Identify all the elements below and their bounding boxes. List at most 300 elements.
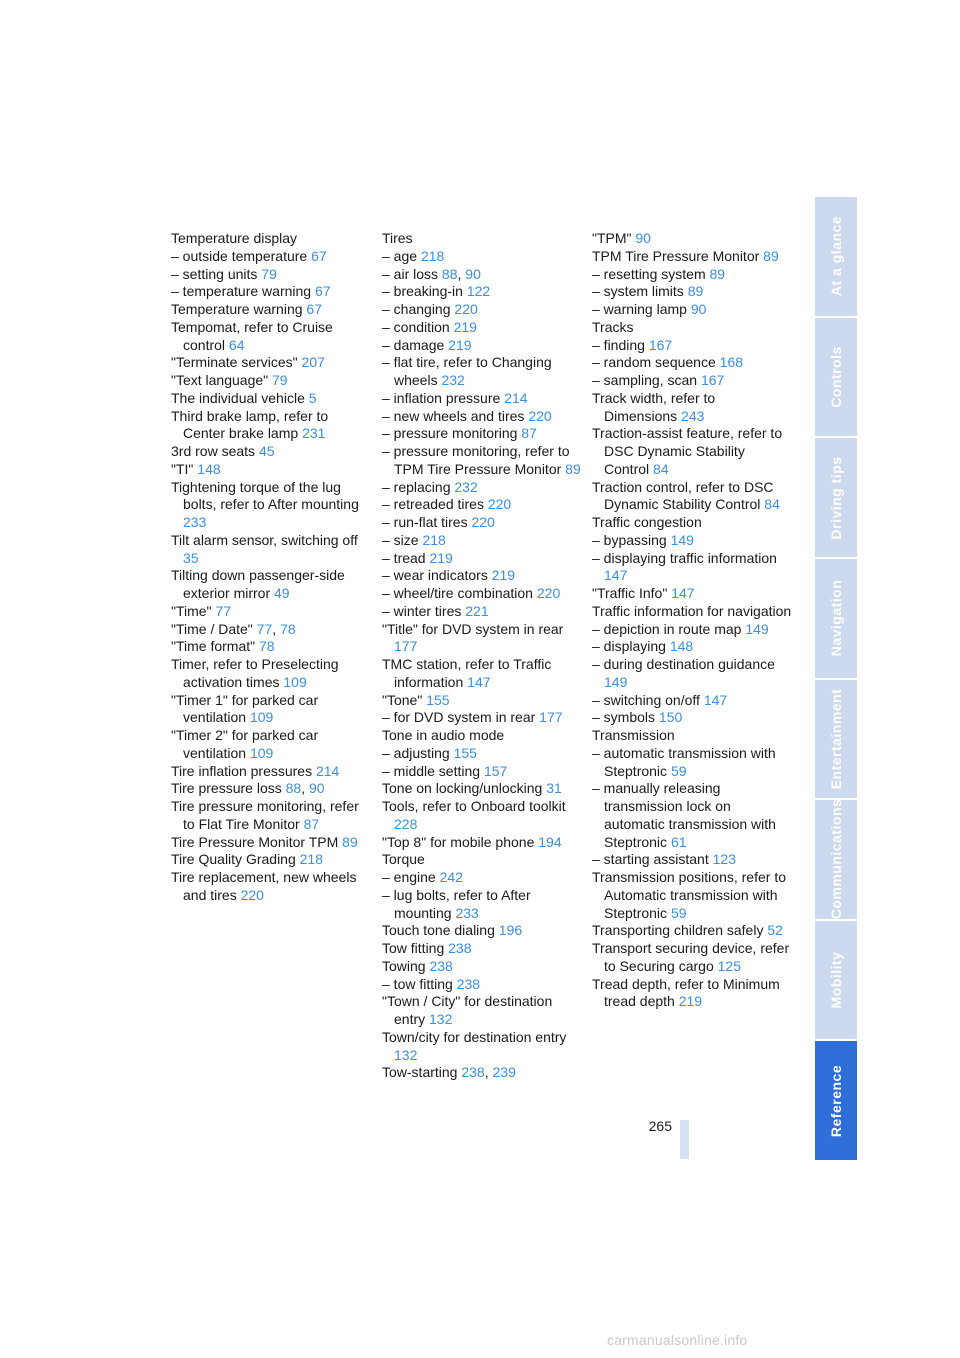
- index-term: Tracks: [592, 318, 634, 335]
- index-term: – lug bolts, refer to After mounting: [382, 886, 531, 921]
- tab-mobility[interactable]: Mobility: [815, 921, 857, 1040]
- page-reference-link[interactable]: 52: [767, 922, 783, 939]
- index-term: – displaying: [592, 638, 666, 655]
- index-entry: [382, 319, 582, 337]
- index-term: Transporting children safely: [592, 922, 764, 939]
- index-entry: [382, 621, 582, 657]
- page-reference-link[interactable]: 35: [183, 549, 199, 566]
- page-reference-link[interactable]: 220: [536, 585, 561, 601]
- page-reference-link[interactable]: 147: [703, 691, 728, 708]
- index-entry: [171, 763, 371, 781]
- index-column-1: [171, 230, 371, 905]
- index-entry: [592, 940, 792, 976]
- page-reference-link[interactable]: 219: [453, 318, 477, 335]
- index-term: – middle setting: [382, 762, 481, 779]
- index-entry: [382, 585, 582, 603]
- index-term: – air loss: [382, 265, 439, 282]
- page-reference-link[interactable]: 147: [467, 673, 491, 690]
- index-term: "Tone": [382, 691, 423, 708]
- index-entry: [592, 727, 792, 745]
- index-term: – breaking-in: [382, 283, 463, 300]
- index-entry: [382, 532, 582, 550]
- page-reference-link[interactable]: 220: [471, 514, 495, 530]
- page-reference-link[interactable]: 233: [455, 904, 479, 921]
- page-reference-link[interactable]: 155: [453, 744, 477, 761]
- index-term: Tempomat, refer to Cruise control: [171, 318, 333, 353]
- index-entry: [171, 656, 371, 692]
- index-term: Timer, refer to Preselecting activation times: [171, 656, 339, 690]
- index-entry: [592, 532, 792, 550]
- index-entry: [382, 745, 582, 763]
- index-entry: [171, 319, 371, 355]
- page-reference-link[interactable]: 67: [306, 301, 322, 317]
- index-entry: [382, 514, 582, 532]
- index-entry: [592, 922, 792, 940]
- page-reference-link[interactable]: 238: [448, 940, 472, 956]
- index-entry: [382, 550, 582, 568]
- index-term: – adjusting: [382, 744, 450, 761]
- page-reference-link[interactable]: 167: [648, 336, 673, 353]
- page-reference-link[interactable]: 242: [439, 869, 463, 885]
- index-term: – for DVD system in rear: [382, 709, 536, 726]
- index-entry: [592, 709, 792, 727]
- index-term: Town/city for destination entry: [382, 1028, 567, 1045]
- index-entry: [171, 301, 371, 319]
- index-entry: [171, 408, 371, 444]
- page-reference-link[interactable]: 233: [183, 514, 207, 530]
- index-entry: [382, 567, 582, 585]
- index-term: Tire replacement, new wheels and tires: [171, 869, 357, 903]
- page-reference-link[interactable]: 64: [228, 336, 245, 353]
- page-reference-link[interactable]: 148: [669, 638, 694, 655]
- page-number-bar: [680, 1120, 689, 1159]
- index-term: Tires: [382, 230, 413, 246]
- index-term: – manually releasing transmission lock on automatic transmission with Steptronic: [592, 780, 776, 850]
- index-term: "Traffic Info": [592, 585, 668, 601]
- index-entry: [382, 709, 582, 727]
- index-term: – random sequence: [592, 354, 716, 371]
- page-reference-link[interactable]: 221: [465, 602, 489, 619]
- page-reference-link[interactable]: 77: [215, 602, 231, 619]
- index-entry: [382, 248, 582, 266]
- index-term: Tone in audio mode: [382, 727, 505, 743]
- page-reference-link[interactable]: 238: [429, 957, 453, 974]
- index-term: TMC station, refer to Traffic information: [382, 656, 552, 690]
- index-entry: [171, 567, 371, 603]
- index-term: "TPM": [592, 230, 632, 246]
- page-reference-link[interactable]: 89: [763, 247, 779, 264]
- index-term: – depiction in route map: [592, 620, 742, 637]
- index-term: – pressure monitoring, refer to TPM Tire Pressure Monitor: [382, 443, 570, 477]
- index-term: – temperature warning: [171, 283, 312, 300]
- page-reference-link[interactable]: 123: [712, 851, 736, 868]
- index-term: – displaying traffic information: [592, 549, 777, 566]
- index-entry: [171, 372, 371, 390]
- index-term: – changing: [382, 301, 451, 317]
- index-entry: [592, 976, 792, 1012]
- page-reference-link[interactable]: 78: [259, 638, 275, 655]
- page-reference-link[interactable]: 78: [280, 620, 296, 637]
- index-entry: [592, 656, 792, 692]
- page-reference-link[interactable]: 89: [709, 265, 726, 282]
- page-reference-link[interactable]: 219: [429, 549, 453, 566]
- page-reference-link[interactable]: 89: [565, 460, 581, 477]
- page-reference-link[interactable]: 67: [314, 283, 331, 300]
- index-term: Tools, refer to Onboard toolkit: [382, 798, 566, 814]
- index-term: – bypassing: [592, 531, 667, 548]
- index-entry: [592, 337, 792, 355]
- index-entry: [382, 976, 582, 994]
- index-term: "TI": [171, 460, 194, 477]
- page-reference-link[interactable]: 77: [256, 620, 273, 637]
- index-term: – resetting system: [592, 265, 706, 282]
- index-term: Tightening torque of the lug bolts, refer to After mounting: [171, 478, 359, 513]
- index-term: – system limits: [592, 283, 684, 300]
- index-term: Tread depth, refer to Minimum tread depth: [592, 975, 780, 1010]
- index-term: – wheel/tire combination: [382, 585, 533, 601]
- index-entry: [382, 301, 582, 319]
- index-entry: Tire pressure loss 88, 90: [171, 780, 325, 797]
- index-entry: [382, 425, 582, 443]
- page-reference-link[interactable]: 214: [504, 389, 528, 406]
- page-reference-link[interactable]: 88: [285, 780, 302, 797]
- page-reference-link[interactable]: 84: [653, 460, 669, 477]
- index-entry: [171, 603, 371, 621]
- index-term: – wear indicators: [382, 567, 488, 584]
- index-entry: [382, 993, 582, 1029]
- index-entry: Tow-starting 238, 239: [382, 1064, 516, 1081]
- index-term: – engine: [382, 869, 436, 885]
- page-reference-link[interactable]: 239: [492, 1064, 516, 1081]
- tab-controls[interactable]: Controls: [815, 318, 857, 437]
- section-sidebar: [815, 197, 857, 1160]
- index-term: – tow fitting: [382, 975, 453, 992]
- index-term: – retreaded tires: [382, 496, 484, 513]
- index-entry: [592, 354, 792, 372]
- page-reference-link[interactable]: 84: [764, 496, 780, 513]
- tab-navigation[interactable]: Navigation: [815, 559, 857, 678]
- index-entry: [382, 834, 582, 852]
- page-reference-link[interactable]: 88: [441, 265, 458, 282]
- index-entry: [382, 479, 582, 497]
- index-term: – new wheels and tires: [382, 407, 525, 424]
- index-entry: [171, 390, 371, 408]
- index-entry: [592, 479, 792, 515]
- index-entry: [171, 532, 371, 568]
- page-number: 265: [648, 1118, 672, 1134]
- index-entry: [592, 603, 792, 621]
- page-reference-link[interactable]: 238: [461, 1064, 485, 1081]
- page-reference-link[interactable]: 122: [466, 283, 491, 300]
- index-term: Tire Pressure Monitor TPM: [171, 833, 339, 850]
- index-term: Tilting down passenger-side exterior mirror: [171, 567, 345, 601]
- index-term: – finding: [592, 336, 645, 353]
- index-entry: [171, 283, 371, 301]
- page-reference-link[interactable]: 148: [197, 460, 221, 477]
- index-entry: [382, 230, 582, 248]
- index-term: – outside temperature: [171, 247, 308, 264]
- index-entry: [171, 727, 371, 763]
- index-term: – sampling, scan: [592, 372, 698, 388]
- page-reference-link[interactable]: 89: [342, 833, 358, 850]
- page-reference-link[interactable]: 218: [299, 851, 323, 868]
- index-term: – flat tire, refer to Changing wheels: [382, 354, 552, 388]
- index-entry: [382, 354, 582, 390]
- page-reference-link[interactable]: 79: [261, 265, 277, 282]
- index-entry: [382, 337, 582, 355]
- index-term: Transmission positions, refer to Automatic transmission with Steptronic: [592, 869, 786, 921]
- index-term: – run-flat tires: [382, 514, 468, 530]
- page-reference-link[interactable]: 59: [670, 904, 687, 921]
- index-term: Touch tone dialing: [382, 922, 495, 939]
- index-entry: [592, 390, 792, 426]
- page-reference-link[interactable]: 218: [420, 247, 445, 264]
- index-term: "Town / City" for destination entry: [382, 993, 553, 1027]
- page-reference-link[interactable]: 155: [426, 691, 450, 708]
- index-entry: [382, 656, 582, 692]
- page-reference-link[interactable]: 90: [465, 265, 481, 282]
- index-entry: [171, 248, 371, 266]
- index-entry: [592, 248, 792, 266]
- index-term: – setting units: [171, 265, 258, 282]
- index-entry: [171, 230, 371, 248]
- index-term: – switching on/off: [592, 691, 700, 708]
- page-reference-link[interactable]: 45: [258, 443, 275, 459]
- page-reference-link[interactable]: 109: [249, 744, 274, 761]
- index-term: "Time": [171, 602, 212, 619]
- page-reference-link[interactable]: 87: [521, 425, 537, 442]
- page-reference-link[interactable]: 243: [681, 407, 705, 424]
- index-term: Transport securing device, refer to Securing cargo: [592, 940, 790, 974]
- index-entry: [592, 638, 792, 656]
- page-reference-link[interactable]: 79: [272, 372, 288, 388]
- page-reference-link[interactable]: 220: [240, 886, 264, 903]
- index-term: Temperature display: [171, 230, 298, 246]
- page-reference-link[interactable]: 132: [429, 1011, 453, 1027]
- page-reference-link[interactable]: 219: [491, 567, 516, 584]
- page-reference-link[interactable]: 132: [394, 1046, 418, 1063]
- page-reference-link[interactable]: 168: [719, 354, 744, 371]
- index-entry: [171, 479, 371, 532]
- index-term: – symbols: [592, 709, 656, 726]
- index-entry: [382, 869, 582, 887]
- page-reference-link[interactable]: 109: [283, 673, 307, 690]
- index-entry: [592, 550, 792, 586]
- tab-communications[interactable]: Communications: [815, 800, 857, 919]
- page-reference-link[interactable]: 149: [745, 620, 769, 637]
- index-term: Traction-assist feature, refer to DSC Dynamic Stability Control: [592, 425, 783, 477]
- page-reference-link[interactable]: 220: [487, 496, 512, 513]
- page-reference-link[interactable]: 89: [687, 283, 704, 300]
- tab-reference[interactable]: Reference: [815, 1041, 857, 1160]
- page-reference-link[interactable]: 232: [441, 372, 465, 388]
- index-term: The individual vehicle: [171, 389, 305, 406]
- index-term: – damage: [382, 336, 445, 353]
- index-entry: [592, 514, 792, 532]
- index-entry: [171, 461, 371, 479]
- index-entry: [592, 692, 792, 710]
- index-entry: [382, 390, 582, 408]
- index-entry: [382, 283, 582, 301]
- page-reference-link[interactable]: 196: [498, 922, 523, 939]
- page-reference-link[interactable]: 109: [249, 709, 274, 726]
- index-term: Traction control, refer to DSC Dynamic Stability Control: [592, 478, 774, 513]
- page-reference-link[interactable]: 150: [658, 709, 683, 726]
- index-entry: [382, 603, 582, 621]
- page-reference-link[interactable]: 232: [454, 478, 478, 495]
- index-entry: [592, 266, 792, 284]
- index-term: Tow-starting: [382, 1064, 458, 1081]
- index-entry: "Time / Date" 77, 78: [171, 620, 296, 637]
- page-reference-link[interactable]: 125: [717, 957, 741, 974]
- tab-at-a-glance[interactable]: At a glance: [815, 197, 857, 316]
- tab-entertainment[interactable]: Entertainment: [815, 680, 857, 799]
- index-term: Tire pressure monitoring, refer to Flat Tire Monitor: [171, 798, 359, 832]
- index-entry: [592, 319, 792, 337]
- page-reference-link[interactable]: 149: [604, 673, 628, 690]
- index-entry: [171, 354, 371, 372]
- page-reference-link[interactable]: 157: [483, 762, 508, 779]
- index-term: – starting assistant: [592, 851, 709, 868]
- index-term: – condition: [382, 318, 450, 335]
- page-reference-link[interactable]: 90: [690, 301, 707, 317]
- index-entry: [592, 621, 792, 639]
- index-term: Tire Quality Grading: [171, 851, 296, 868]
- index-entry: [382, 496, 582, 514]
- index-entry: [171, 798, 371, 834]
- index-entry: [382, 692, 582, 710]
- index-term: Traffic information for navigation: [592, 602, 792, 619]
- index-entry: – air loss 88, 90: [382, 265, 481, 282]
- index-entry: [382, 851, 582, 869]
- page-reference-link[interactable]: 31: [546, 780, 562, 797]
- index-entry: [382, 1029, 582, 1065]
- page-reference-link[interactable]: 167: [700, 372, 725, 388]
- index-entry: [592, 230, 792, 248]
- page-reference-link[interactable]: 207: [301, 354, 325, 371]
- index-term: – age: [382, 247, 418, 264]
- index-entry: [171, 851, 371, 869]
- index-term: "Title" for DVD system in rear: [382, 620, 564, 637]
- index-entry: [382, 887, 582, 923]
- index-term: Tire pressure loss: [171, 780, 282, 797]
- page-reference-link[interactable]: 214: [315, 762, 340, 779]
- index-entry: [171, 266, 371, 284]
- page-reference-link[interactable]: 194: [538, 833, 562, 850]
- page-reference-link[interactable]: 220: [454, 301, 478, 317]
- page-reference-link[interactable]: 49: [274, 585, 290, 601]
- index-term: TPM Tire Pressure Monitor: [592, 247, 760, 264]
- index-entry: [382, 798, 582, 834]
- page-reference-link[interactable]: 5: [308, 389, 317, 406]
- index-term: "Time format": [171, 638, 256, 655]
- index-entry: [592, 869, 792, 922]
- index-column-3: [592, 230, 792, 1011]
- index-entry: [592, 372, 792, 390]
- index-term: Traffic congestion: [592, 514, 702, 530]
- tab-driving-tips[interactable]: Driving tips: [815, 438, 857, 557]
- index-term: Torque: [382, 851, 425, 868]
- index-entry: [171, 638, 371, 656]
- index-term: Track width, refer to Dimensions: [592, 389, 716, 424]
- index-term: "Text language": [171, 372, 269, 388]
- index-column-2: [382, 230, 582, 1082]
- index-entry: [382, 958, 582, 976]
- index-term: "Timer 2" for parked car ventilation: [171, 727, 319, 761]
- page-reference-link[interactable]: 67: [311, 247, 327, 264]
- index-entry: [171, 692, 371, 728]
- page-reference-link[interactable]: 90: [635, 230, 651, 246]
- index-term: – during destination guidance: [592, 656, 775, 672]
- page-reference-link[interactable]: 147: [604, 567, 628, 584]
- index-term: – tread: [382, 549, 426, 566]
- index-entry: [592, 425, 792, 478]
- index-term: "Terminate services": [171, 354, 298, 371]
- index-entry: [171, 869, 371, 905]
- index-entry: [592, 585, 792, 603]
- page-reference-link[interactable]: 149: [670, 531, 694, 548]
- index-entry: [382, 763, 582, 781]
- index-term: Transmission: [592, 727, 675, 743]
- page-reference-link[interactable]: 87: [303, 815, 320, 832]
- index-entry: [592, 283, 792, 301]
- page-reference-link[interactable]: 218: [422, 531, 446, 548]
- index-term: – size: [382, 531, 419, 548]
- page-reference-link[interactable]: 147: [671, 585, 695, 601]
- index-term: Tone on locking/unlocking: [382, 780, 543, 797]
- index-term: – replacing: [382, 478, 451, 495]
- index-term: "Top 8" for mobile phone: [382, 833, 535, 850]
- index-term: – automatic transmission with Steptronic: [592, 744, 776, 779]
- index-term: "Time / Date": [171, 620, 253, 637]
- index-entry: [382, 408, 582, 426]
- index-term: – inflation pressure: [382, 389, 501, 406]
- page-reference-link[interactable]: 177: [394, 638, 418, 655]
- index-term: Third brake lamp, refer to Center brake lamp: [171, 407, 329, 442]
- index-term: "Timer 1" for parked car ventilation: [171, 691, 319, 726]
- page-reference-link[interactable]: 231: [302, 425, 326, 442]
- index-entry: [382, 443, 582, 479]
- page-reference-link[interactable]: 59: [670, 762, 687, 779]
- index-entry: [382, 922, 582, 940]
- index-term: Tow fitting: [382, 940, 445, 956]
- index-entry: [382, 727, 582, 745]
- index-entry: [592, 780, 792, 851]
- index-entry: [171, 443, 371, 461]
- watermark: carmanualsonline.info: [607, 1332, 748, 1348]
- index-entry: [171, 834, 371, 852]
- index-entry: [592, 301, 792, 319]
- index-term: Towing: [382, 957, 426, 974]
- page-reference-link[interactable]: 61: [670, 833, 687, 850]
- index-term: – winter tires: [382, 602, 462, 619]
- page-reference-link[interactable]: 219: [448, 336, 472, 353]
- page-reference-link[interactable]: 177: [539, 709, 563, 726]
- index-term: Tire inflation pressures: [171, 762, 313, 779]
- page-reference-link[interactable]: 238: [456, 975, 481, 992]
- index-entry: [592, 851, 792, 869]
- index-term: – warning lamp: [592, 301, 687, 317]
- page-reference-link[interactable]: 228: [394, 815, 418, 832]
- index-entry: [592, 745, 792, 781]
- page-reference-link[interactable]: 219: [678, 993, 703, 1010]
- index-term: Tilt alarm sensor, switching off: [171, 531, 358, 548]
- page-reference-link[interactable]: 90: [309, 780, 325, 797]
- page-reference-link[interactable]: 220: [528, 407, 552, 424]
- index-term: – pressure monitoring: [382, 425, 518, 442]
- index-entry: [382, 780, 582, 798]
- index-entry: [382, 940, 582, 958]
